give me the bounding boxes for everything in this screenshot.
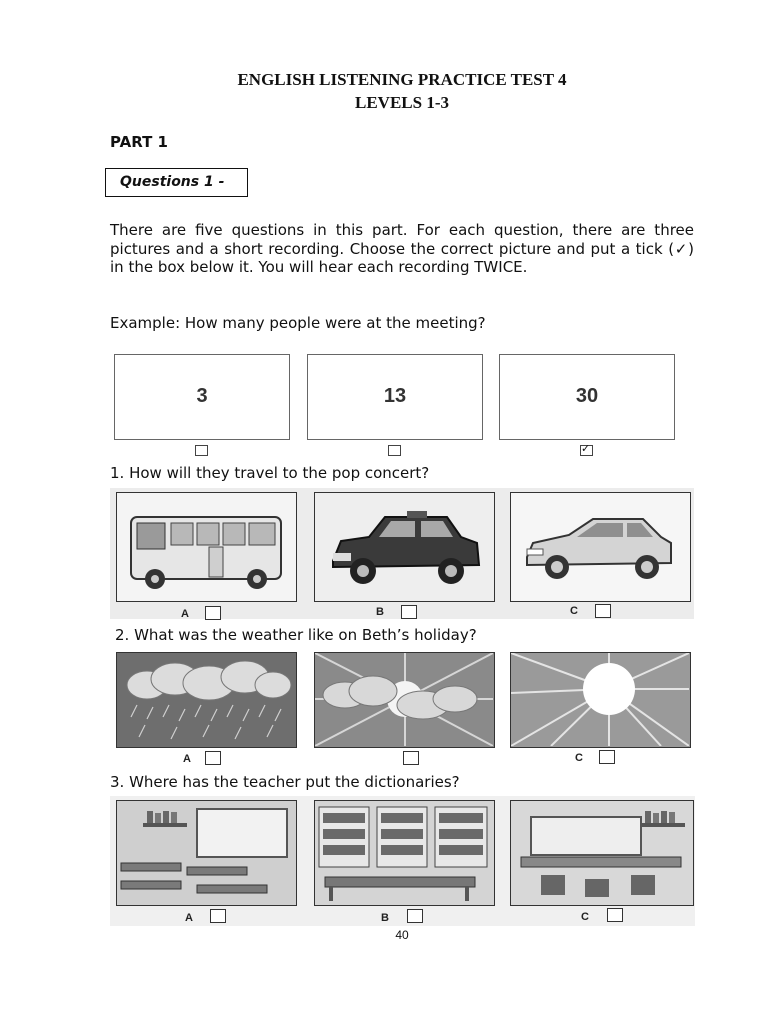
car-icon <box>511 493 689 600</box>
question-1-text: 1. How will they travel to the pop concert? <box>110 464 430 482</box>
q1-option-c-picture <box>510 492 691 602</box>
q2-option-c-picture <box>510 652 691 748</box>
q2-letter-a: A <box>183 753 191 765</box>
q1-letter-c: C <box>570 605 578 617</box>
question-3-text: 3. Where has the teacher put the dictionaries? <box>110 773 460 791</box>
example-option-b-value: 13 <box>383 385 407 407</box>
q3-letter-b: B <box>381 912 389 924</box>
q3-checkbox-a[interactable] <box>210 909 226 923</box>
bus-icon <box>117 493 295 600</box>
example-option-b <box>307 354 483 440</box>
questions-box <box>105 168 248 197</box>
example-option-c <box>499 354 675 440</box>
q2-option-a-picture <box>116 652 297 748</box>
q3-option-b-picture <box>314 800 495 906</box>
q1-checkbox-a[interactable] <box>205 606 221 620</box>
taxi-icon <box>315 493 493 600</box>
example-checkbox-c[interactable] <box>580 442 593 456</box>
q1-checkbox-c[interactable] <box>595 604 611 618</box>
example-checkbox-a[interactable] <box>195 445 208 456</box>
q3-letter-a: A <box>185 912 193 924</box>
library-shelves-icon <box>315 801 493 904</box>
q2-checkbox-a[interactable] <box>205 751 221 765</box>
q2-letter-c: C <box>575 752 583 764</box>
q3-option-c-picture <box>510 800 694 906</box>
example-question: Example: How many people were at the meeting? <box>110 314 486 332</box>
q3-option-a-picture <box>116 800 297 906</box>
sun-behind-clouds-icon <box>315 653 493 746</box>
q1-letter-b: B <box>376 606 384 618</box>
sun-icon <box>511 653 689 746</box>
q3-checkbox-c[interactable] <box>607 908 623 922</box>
example-checkbox-b[interactable] <box>388 445 401 456</box>
rain-cloud-icon <box>117 653 295 746</box>
q1-letter-a: A <box>181 608 189 620</box>
q1-option-b-picture <box>314 492 495 602</box>
q3-checkbox-b[interactable] <box>407 909 423 923</box>
example-option-a-value: 3 <box>196 385 208 407</box>
example-option-a <box>114 354 290 440</box>
part-label: PART 1 <box>110 133 168 151</box>
question-2-text: 2. What was the weather like on Beth’s holiday? <box>115 626 477 644</box>
q1-option-a-picture <box>116 492 297 602</box>
classroom-shelf-icon <box>117 801 295 904</box>
questions-box-label: Questions 1 - <box>120 174 225 190</box>
q2-option-b-picture <box>314 652 495 748</box>
q2-checkbox-b[interactable] <box>403 751 419 765</box>
room-shelf-icon <box>511 801 692 904</box>
instructions-paragraph: There are five questions in this part. For each question, there are three pictures and a short recording. Choose the correct picture and put a tick (✓) in the box below it. You will hear each recording TWICE. <box>110 221 694 276</box>
q2-checkbox-c[interactable] <box>599 750 615 764</box>
q1-checkbox-b[interactable] <box>401 605 417 619</box>
test-title: ENGLISH LISTENING PRACTICE TEST 4 <box>237 70 567 89</box>
page-number: 40 <box>395 928 409 942</box>
levels-subtitle: LEVELS 1-3 <box>355 93 449 112</box>
q3-letter-c: C <box>581 911 589 923</box>
example-option-c-value: 30 <box>575 385 599 407</box>
tick-mark-icon: ✓ <box>581 442 591 455</box>
